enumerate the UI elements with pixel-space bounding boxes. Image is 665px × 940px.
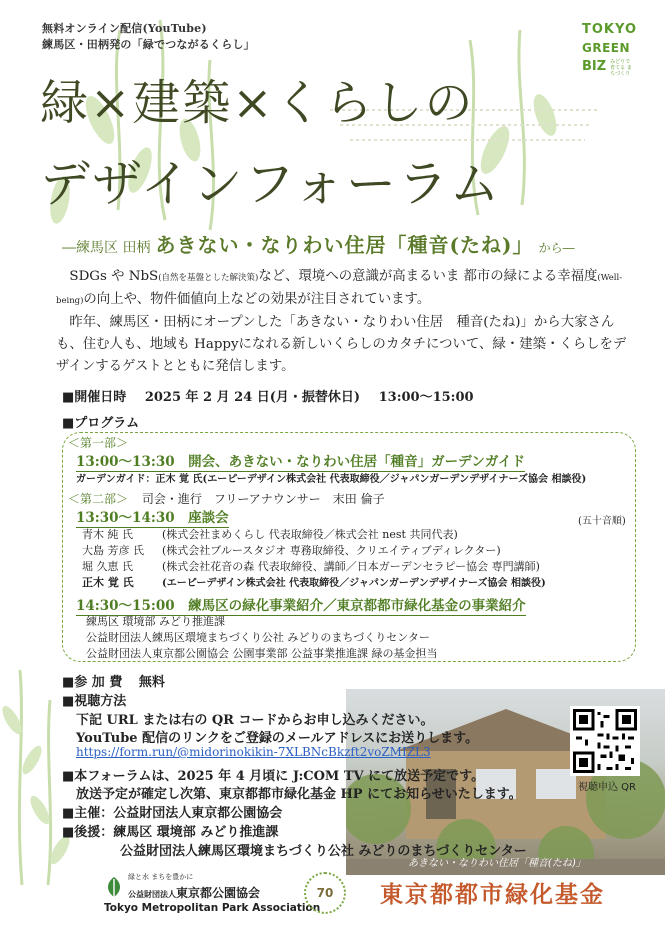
viewing-line2: YouTube 配信のリンクをご登録のメールアドレスにお送りします。 — [76, 731, 479, 746]
presenter: 公益財団法人練馬区環境まちづくり公社 みどりのまちづくりセンター — [86, 631, 430, 644]
qr-icon — [573, 709, 637, 773]
fee — [62, 671, 165, 690]
park-english-name: Tokyo Metropolitan Park Association — [104, 902, 321, 914]
photo-caption: あきない・なりわい住居「種音(たね)」 — [408, 858, 586, 869]
qr-code[interactable] — [570, 706, 640, 776]
park-org-prefix: 公益財団法人 — [128, 890, 176, 899]
badge-mid: GREEN — [582, 41, 631, 55]
part2-label: ＜第二部＞ — [68, 492, 129, 506]
broadcast-line1: ■本フォーラムは、2025 年 4 月頃に J:COM TV にて放送予定です。 — [62, 769, 485, 784]
park-leaf-icon — [104, 875, 124, 899]
panelist-row: 青木 純 氏 (株式会社まめくらし 代表取締役／株式会社 nest 共同代表) — [82, 528, 458, 541]
park-tagline: 緑と水 まちを豊かに — [128, 873, 194, 881]
panelist-row: 大島 芳彦 氏 (株式会社ブルースタジオ 専務取締役、クリエイティブディレクター) — [82, 544, 501, 557]
anniversary-number: 70 — [316, 886, 334, 900]
title-line1: 緑×建築×くらしの — [40, 75, 475, 131]
viewing-line1: 下記 URL または右の QR コードからお申し込みください。 — [76, 713, 434, 728]
part1-guide: ガーデンガイド：正木 覚 氏(エーピーデザイン株式会社 代表取締役／ジャパンガーデンデザイナーズ協会 相談役) — [76, 474, 587, 485]
qr-caption: 視聴申込 QR — [578, 782, 636, 793]
badge-bottom: BIZ — [582, 59, 607, 74]
badge-top: TOKYO — [582, 22, 637, 37]
support-line1: ■後援：練馬区 環境部 みどり推進課 — [62, 825, 279, 840]
organizer: ■主催：公益財団法人東京都公園協会 — [62, 806, 283, 821]
subtitle-suffix: から― — [538, 241, 575, 255]
park-org: 東京都公園協会 — [176, 886, 261, 900]
anniversary-70-logo — [304, 872, 346, 914]
header-line2: 練馬区・田柄発の「緑でつながるくらし」 — [42, 38, 255, 51]
part1-label: ＜第一部＞ — [68, 436, 129, 450]
schedule-label: ■開催日時 — [62, 390, 127, 405]
badge-tagline: みどりで 育てる まちづくり — [610, 59, 632, 77]
tokyo-green-biz-logo — [582, 22, 642, 92]
intro-paragraph-1: SDGs や NbS(自然を基盤とした解決策)など、環境への意識が高まるいま 都市の緑による幸福度(Well-being)の向上や、物件価値向上などの効果が注目されています。 — [56, 269, 623, 307]
intro-text — [56, 266, 636, 378]
subtitle — [62, 229, 575, 258]
park-association-logo — [104, 872, 320, 914]
part2-mc: 司会・進行 フリーアナウンサー 末田 倫子 — [141, 492, 385, 506]
order-note: (五十音順) — [578, 516, 626, 527]
intro-paragraph-2: 昨年、練馬区・田柄にオープンした「あきない・なりわい住居 種音(たね)」から大家さんも、住む人も、地域も Happyになれる新しいくらしのカタチについて、緑・建築・くらしをデザインするゲストとともに発信します。 — [56, 315, 627, 374]
fee-value: 無料 — [138, 675, 165, 690]
panelist-row: 堀 久恵 氏 (株式会社花音の森 代表取締役、講師／日本ガーデンセラピー協会 専門講師) — [82, 560, 540, 573]
part2-session1: 13:30〜14:30 座談会 — [76, 510, 229, 526]
support-line2: 公益財団法人練馬区環境まちづくり公社 みどりのまちづくりセンター — [120, 844, 527, 859]
presenter: 公益財団法人東京都公園協会 公園事業部 公益事業推進課 緑の基金担当 — [86, 647, 438, 660]
program-label: ■プログラム — [62, 416, 140, 431]
registration-link[interactable]: https://form.run/@midorinokikin-7XLBNcBkzft2voZMIZL3 — [76, 745, 431, 759]
part1-session: 13:00〜13:30 開会、あきない・なりわい住居「種音」ガーデンガイド — [76, 454, 525, 470]
panelist-row: 正木 覚 氏 (エーピーデザイン株式会社 代表取締役／ジャパンガーデンデザイナーズ協会 相談役) — [82, 576, 546, 589]
fee-label: ■参 加 費 — [62, 675, 123, 690]
part2-session2: 14:30〜15:00 練馬区の緑化事業紹介／東京都都市緑化基金の事業紹介 — [76, 598, 526, 614]
subtitle-prefix: ―練馬区 田柄 — [62, 240, 151, 256]
subtitle-main: あきない・なりわい住居「種音(たね)」 — [155, 233, 534, 257]
title-line2: デザインフォーラム — [40, 155, 502, 213]
schedule-date: 2025 年 2 月 24 日(月・振替休日) — [144, 390, 361, 405]
part2-header — [68, 490, 385, 507]
viewing-label: ■視聴方法 — [62, 694, 127, 709]
schedule — [62, 386, 474, 405]
greening-fund-logo: 東京都都市緑化基金 — [380, 881, 605, 908]
broadcast-line2: 放送予定が確定し次第、東京都都市緑化基金 HP にてお知らせいたします。 — [76, 787, 522, 802]
schedule-time: 13:00〜15:00 — [378, 390, 474, 405]
header-line1: 無料オンライン配信(YouTube) — [42, 22, 207, 35]
presenter: 練馬区 環境部 みどり推進課 — [86, 615, 225, 628]
